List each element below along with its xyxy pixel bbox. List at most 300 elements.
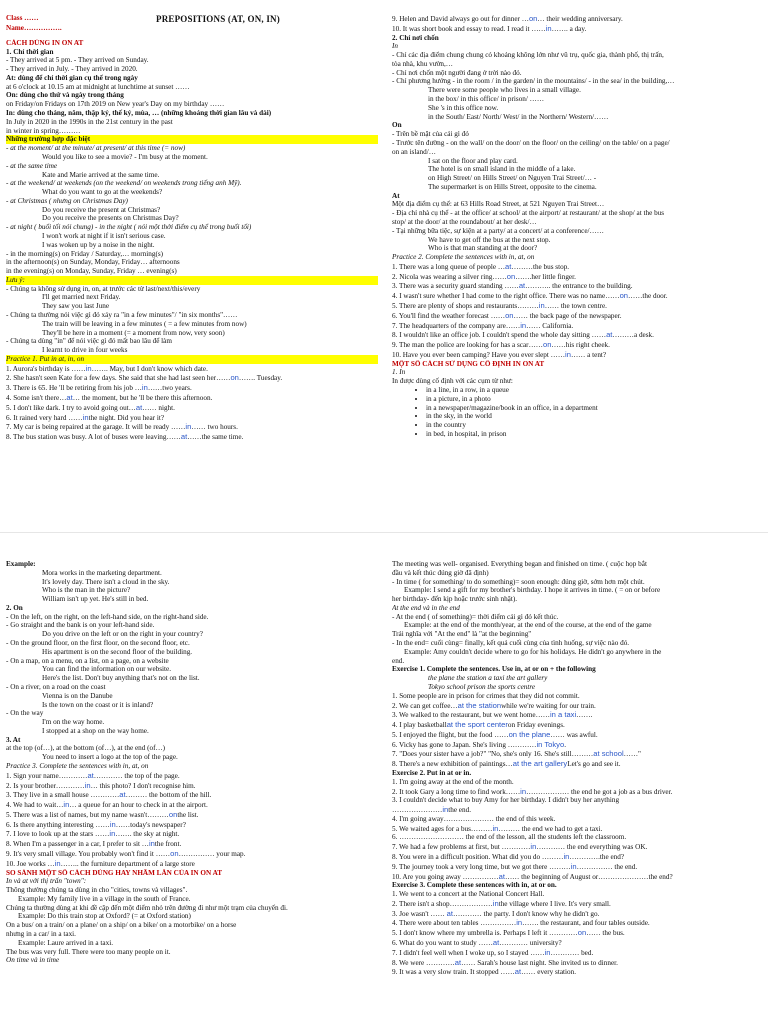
- handwritten-answer: at the station: [457, 700, 502, 710]
- exercise-line: [6, 829, 378, 839]
- exercise-line: [392, 272, 764, 282]
- text-line: [392, 360, 764, 369]
- line-text-end: ……. Tuesday.: [238, 374, 283, 383]
- line-text: 1. Some people are in prison for crimes that they did not commit.: [392, 691, 580, 700]
- line-text: Example: at the end of the month/year, at the end of the course, at the end of the game: [404, 621, 652, 630]
- exercise-line: [6, 839, 378, 849]
- line-text: 10. It was short book and essay to read. I read it ……: [392, 24, 546, 33]
- text-line: [392, 778, 764, 787]
- handwritten-answer: on: [528, 14, 538, 23]
- line-text-end: ……the same time.: [187, 433, 244, 442]
- line-text: - At the end ( of something)= thời điểm cái gì đó kết thúc.: [392, 612, 559, 621]
- line-text: 10. Have you ever been camping? Have you ever slept ……: [392, 350, 566, 359]
- line-text: 5. I don't like dark. I try to avoid going out…: [6, 403, 136, 412]
- text-line: [6, 258, 378, 267]
- line-text: 8. There's a new exhibition of paintings…: [392, 760, 513, 769]
- text-line: [392, 586, 764, 595]
- list-item: • in a picture, in a photo: [426, 395, 764, 404]
- line-text: 3. I couldn't decide what to buy Amy for her birthday. I didn't buy her anything: [392, 796, 620, 805]
- line-text: 3. There is 65. He 'll be retiring from his job …: [6, 384, 142, 393]
- exercise-line: [392, 749, 764, 759]
- list-item: • in the country: [426, 421, 764, 430]
- text-line: [6, 179, 378, 188]
- line-text-end: the night. Did you hear it?: [88, 413, 165, 422]
- line-text: - Chỉ phương hướng - in the room / in the garden/ in the mountains/ - in the sea/ in the building,…: [392, 77, 675, 86]
- exercise-line: [392, 730, 764, 740]
- section-body: [6, 39, 378, 442]
- line-text-end: ………… university?: [499, 939, 562, 948]
- handwritten-answer: at: [446, 908, 453, 918]
- exercise-line: [6, 859, 378, 869]
- text-line: [6, 921, 378, 930]
- exercise-line: [6, 800, 378, 810]
- line-text: - On a river, on a road on the coast: [6, 682, 106, 691]
- line-text: Lưu ý:: [6, 275, 25, 284]
- line-text: Chúng ta thường dùng at khi đề cập đến một điểm nhỏ trên đường đi như một trạm của chuyến đi.: [6, 903, 288, 912]
- line-text: - On the way: [6, 709, 44, 718]
- column-bottom-right: [392, 560, 764, 1022]
- line-text: Vienna is on the Danube: [42, 691, 113, 700]
- exercise-line: [392, 701, 764, 711]
- line-text: 1. Aurora's birthday is ……: [6, 364, 86, 373]
- line-text: There were some people who lives in a small village.: [428, 86, 581, 95]
- text-line: [6, 118, 378, 127]
- line-text: 5. There are plenty of shops and restaurants………: [392, 302, 539, 310]
- text-line: [392, 621, 764, 630]
- line-text: 1. Chỉ thời gian: [6, 47, 54, 56]
- line-text: at 6 o'clock at 10.15 am at midnight at lunchtime at sunset ……: [6, 82, 190, 91]
- line-text: 1. In: [392, 368, 406, 377]
- exercise-line: [392, 862, 764, 872]
- text-line: [392, 253, 764, 262]
- line-text: - In time ( for something/ to do something)= soon enough: đúng giờ, sớm hơn một chút.: [392, 577, 645, 586]
- line-text: His apartment is on the second floor of the building.: [42, 647, 193, 656]
- text-line: [392, 236, 764, 245]
- text-line: [6, 91, 378, 100]
- line-text: 1. We went to a concert at the National Concert Hall.: [392, 890, 545, 899]
- line-text: In: [392, 42, 398, 51]
- text-line: [392, 148, 764, 157]
- handwritten-answer: in: [520, 320, 527, 330]
- text-line: [6, 701, 378, 710]
- line-text: - at night ( buổi tối nói chung) - in the night ( nói một thời điểm cụ thể trong buổi tối): [6, 223, 252, 232]
- text-line: [392, 890, 764, 899]
- exercise-line: [6, 810, 378, 820]
- text-line: [6, 276, 378, 285]
- line-text: - Chúng ta thường nói việc gì đó xảy ra "in a few minutes"/ "in six months"……: [6, 311, 238, 319]
- handwritten-answer: in Tokyo: [536, 739, 565, 749]
- line-text: Would you like to see a movie? - I'm busy at the moment.: [42, 152, 208, 161]
- line-text: 9. The journey took a very long time, but we got there ………: [392, 862, 571, 871]
- line-text: - On a map, on a menu, on a list, on a page, on a website: [6, 656, 169, 665]
- text-line: [392, 165, 764, 174]
- line-text: 4. We had to wait…: [6, 801, 64, 810]
- handwritten-answer: in: [570, 861, 577, 871]
- text-line: [392, 42, 764, 51]
- line-text: Who is that man standing at the door?: [428, 244, 538, 253]
- line-text-end: the village where I live. It's very small.: [498, 899, 611, 908]
- line-text: I won't work at night if it isn't serious case.: [42, 231, 166, 240]
- line-text: In được dùng cố định với các cụm từ như:: [392, 377, 513, 386]
- handwritten-answer: in: [84, 780, 91, 790]
- line-text: 7. I didn't feel well when I woke up, so I stayed ……: [392, 948, 545, 957]
- line-text: 7. "Does your sister have a job?" "No, she's only 16. She's still………: [392, 750, 594, 759]
- text-line: [6, 578, 378, 587]
- text-line: [6, 736, 378, 745]
- line-text: I'll get married next Friday.: [42, 293, 121, 302]
- text-line: [392, 227, 764, 236]
- line-text: CÁCH DÙNG IN ON AT: [6, 38, 84, 47]
- exercise-line: [392, 824, 764, 834]
- line-text: - On the left, on the right, on the left-hand side, on the right-hand side.: [6, 612, 209, 621]
- handwritten-answer: at: [119, 790, 126, 800]
- exercise-line: [392, 948, 764, 958]
- section-body: [392, 560, 764, 977]
- line-text: 4. There were about ten tables ……………: [392, 919, 517, 928]
- line-text: Example: Laure arrived in a taxi.: [18, 938, 113, 947]
- line-text-end: ………the bus stop.: [511, 262, 570, 271]
- text-line: [6, 674, 378, 683]
- line-text-end: …….her little finger.: [515, 272, 576, 281]
- text-line: [392, 77, 764, 86]
- text-line: [392, 665, 764, 674]
- exercise-line: [392, 350, 764, 360]
- text-line: [6, 895, 378, 904]
- text-line: [6, 83, 378, 92]
- handwritten-answer: at the sport center: [446, 720, 508, 730]
- text-line: [6, 65, 378, 74]
- exercise-line: [392, 899, 764, 909]
- line-text: - Chỉ các địa điểm chung chung có khoảng không lớn như vũ trụ, quốc gia, thành phố, thị trấn,: [392, 51, 664, 60]
- line-text-end: while we're waiting for our train.: [501, 701, 596, 710]
- line-text: 2. Is your brother…………: [6, 781, 85, 790]
- handwritten-answer: on: [506, 271, 516, 281]
- line-text-end: ……his right cheek.: [551, 341, 610, 350]
- text-line: [392, 104, 764, 113]
- text-line: [6, 346, 378, 355]
- text-line: [6, 250, 378, 259]
- list-item: • in a newspaper/magazine/book in an office, in a department: [426, 404, 764, 413]
- line-text-end: …….: [576, 711, 593, 720]
- section-body: [6, 560, 378, 965]
- line-text: - They arrived in July. - They arrived in 2020.: [6, 65, 138, 74]
- line-text: Example: I send a gift for my brother's birthday. I hope it arrives in time. ( = on or before: [404, 586, 661, 595]
- text-line: [6, 657, 378, 666]
- text-line: [6, 630, 378, 639]
- line-text-end: …….. the furniture department of a large store: [60, 859, 195, 868]
- handwritten-answer: in: [109, 829, 116, 839]
- line-text: - Trên bề mặt của cái gì đó: [392, 130, 469, 139]
- text-line: [6, 144, 378, 153]
- exercise-line: [392, 330, 764, 340]
- exercise-line: [392, 740, 764, 750]
- line-text: Practice 1. Put in at, in, on: [6, 354, 85, 363]
- line-text: She 's in this office now.: [428, 103, 499, 112]
- exercise-line: [6, 781, 378, 791]
- text-line: [6, 665, 378, 674]
- line-text-end: ……two years.: [147, 384, 192, 393]
- exercise-line: [392, 262, 764, 272]
- text-line: [392, 595, 764, 604]
- text-line: [392, 578, 764, 587]
- line-text: Trái nghĩa với "At the end" là "at the beginning": [392, 630, 532, 639]
- column-bottom-left: [6, 560, 378, 1022]
- line-text: Do you drive on the left or on the right in your country?: [42, 630, 203, 639]
- line-text: 4. I'm going away………………… the end of this week.: [392, 814, 556, 823]
- list-item: • in a line, in a row, in a queue: [426, 386, 764, 395]
- exercise-line: [6, 849, 378, 859]
- handwritten-answer: on: [170, 849, 179, 858]
- text-line: [6, 337, 378, 346]
- line-text: 10. Joe works …: [6, 859, 55, 868]
- handwritten-answer: in: [63, 800, 70, 810]
- line-text: in the evening(s) on Monday, Sunday, Friday … evening(s): [6, 267, 177, 276]
- text-line: [6, 904, 378, 913]
- line-text-end: …… was awful.: [550, 730, 598, 739]
- text-line: [392, 113, 764, 122]
- line-text: William isn't up yet. He's still in bed.: [42, 595, 149, 604]
- line-text: tòa nhà, khu vườn,…: [392, 59, 453, 68]
- line-text-end: …… the bus.: [586, 929, 625, 938]
- text-line: [392, 174, 764, 183]
- line-text: 4. Some isn't there…: [6, 394, 67, 403]
- line-text: nhưng in a car/ in a taxi.: [6, 930, 76, 939]
- text-line: [6, 56, 378, 65]
- text-line: [392, 674, 764, 683]
- line-text: 5. We waited ages for a bus………: [392, 824, 493, 833]
- line-text: 7. I love to look up at the stars ……: [6, 830, 110, 839]
- line-text: Who is the man in the picture?: [42, 586, 131, 595]
- text-line: [6, 355, 378, 364]
- line-text: The hotel is on small island in the middle of a lake.: [428, 165, 576, 174]
- text-line: [6, 762, 378, 771]
- line-text-end: ……………… the end he got a job as a bus driver.: [526, 787, 673, 796]
- line-text-end: ……… the bottom of the hill.: [125, 791, 212, 800]
- line-text: in winter in spring………: [6, 126, 81, 135]
- line-text-end: ……….. the entrance to the building.: [525, 282, 633, 291]
- exercise-line: [6, 373, 378, 383]
- text-line: [6, 621, 378, 630]
- line-text-end: … a queue for an hour to check in at the airport.: [69, 801, 208, 810]
- text-line: [392, 209, 764, 218]
- line-text: It's lovely day. There isn't a cloud in the sky.: [42, 577, 170, 586]
- text-line: [392, 244, 764, 253]
- line-text: in the South/ East/ North/ West/ in the Northern/ Western/……: [428, 112, 609, 121]
- text-line: [392, 639, 764, 648]
- text-line: [6, 197, 378, 206]
- handwritten-answer: at: [492, 938, 500, 948]
- line-text-end: …… the back page of the newspaper.: [513, 311, 622, 320]
- line-text-end: …… night.: [142, 403, 175, 412]
- text-line: [392, 157, 764, 166]
- text-line: [392, 60, 764, 69]
- line-text: at the top (of…), at the bottom (of…), at the end (of…): [6, 744, 166, 753]
- text-line: [6, 639, 378, 648]
- list-item: • in bed, in hospital, in prison: [426, 430, 764, 439]
- line-text: …………………: [392, 806, 443, 815]
- text-line: [6, 869, 378, 878]
- line-text-end: on Friday evenings.: [507, 721, 565, 730]
- handwritten-answer: in: [148, 839, 155, 849]
- text-line: [6, 930, 378, 939]
- line-text: The train will be leaving in a few minutes ( = a few minutes from now): [42, 319, 247, 328]
- line-text: 9. It's very small village. You probably won't find it ……: [6, 850, 171, 858]
- line-text: 6. Is there anything interesting ……: [6, 820, 110, 829]
- line-text: - Địa chỉ nhà cụ thể - at the office/ at school/ at the airport/ at restaurant/ at the shop/ at the bus: [392, 209, 665, 218]
- text-line: [6, 153, 378, 162]
- handwritten-answer: in: [109, 819, 116, 829]
- line-text: Những trường hợp đặc biệt: [6, 135, 91, 144]
- line-text: đầu và kết thúc đúng giờ đã định): [392, 568, 489, 577]
- line-text: 10. Are you going away ……………: [392, 872, 499, 881]
- exercise-line: [392, 842, 764, 852]
- text-line: [392, 86, 764, 95]
- line-text: 8. We were …………: [392, 958, 455, 967]
- handwritten-answer: on: [230, 373, 239, 383]
- handwritten-answer: in: [492, 898, 499, 908]
- line-text: Is the town on the coast or it is inland?: [42, 700, 154, 709]
- line-text: Example:: [6, 560, 36, 568]
- line-text: 3. At: [6, 735, 21, 744]
- line-text-end: …… a tent?: [570, 350, 607, 359]
- page-divider: [0, 532, 768, 533]
- exercise-line: [392, 938, 764, 948]
- text-line: [392, 121, 764, 130]
- line-text: - Chỉ nơi chốn một người đang ở trời nào đó.: [392, 68, 522, 77]
- text-line: [6, 886, 378, 895]
- column-top-left: [6, 14, 378, 520]
- exercise-line: [392, 958, 764, 968]
- line-text: In: dùng cho tháng, năm, thập kỷ, thế kỷ, mùa, … (những khoảng thời gian lâu và dài): [6, 109, 272, 118]
- exercise-line: [392, 321, 764, 331]
- line-text: - at the moment/ at the minute/ at present/ at this time (= now): [6, 144, 186, 153]
- handwritten-answer: on: [505, 310, 514, 320]
- line-text: MỘT SỐ CÁCH SỬ DỤNG CỐ ĐỊNH IN ON AT: [392, 359, 545, 368]
- header-row: [6, 14, 378, 24]
- handwritten-answer: in: [442, 805, 449, 815]
- exercise-line: [392, 967, 764, 977]
- text-line: [6, 727, 378, 736]
- line-text: The bus was very full. There were too many people on it.: [6, 947, 171, 956]
- line-text: Here's the list. Don't buy anything that's not on the list.: [42, 674, 200, 683]
- line-text: 3. There was a security guard standing ……: [392, 282, 519, 291]
- handwritten-answer: in: [85, 363, 92, 373]
- handwritten-answer: on: [542, 340, 552, 350]
- handwritten-answer: at: [180, 432, 188, 442]
- line-text: You need to insert a logo at the top of the page.: [42, 753, 178, 762]
- handwritten-answer: at: [514, 967, 522, 977]
- handwritten-answer: in: [141, 383, 148, 393]
- line-text: - They arrived at 5 pm. - They arrived on Sunday.: [6, 56, 149, 65]
- handwritten-answer: in: [545, 23, 552, 33]
- text-line: [392, 833, 764, 842]
- handwritten-answer: at: [498, 871, 505, 881]
- exercise-line: [392, 281, 764, 291]
- line-text-end: ………a desk.: [612, 331, 654, 340]
- line-text-end: ………… bed.: [550, 948, 594, 957]
- line-text: on High Street/ on Hills Street/ on Nguyen Trai Street/… -: [428, 174, 597, 183]
- line-text: In July in 2020 in the 1990s in the 21st century in the past: [6, 117, 173, 126]
- line-text-end: ……. May, but I don't know which date.: [91, 364, 208, 373]
- line-text: Example: Do this train stop at Oxford? (= at Oxford station): [18, 912, 191, 921]
- handwritten-answer: at: [505, 261, 512, 271]
- line-text: Thông thường chúng ta dùng in cho "cities, towns và villages".: [6, 886, 188, 895]
- line-text: You can find the information on our website.: [42, 665, 172, 674]
- text-line: [6, 135, 378, 144]
- line-text-end: …………… the end.: [576, 862, 638, 871]
- handwritten-answer: in a taxi: [549, 710, 577, 720]
- text-line: [6, 877, 378, 886]
- exercise-line: [392, 872, 764, 882]
- line-text: What do you want to go at the weekends?: [42, 188, 163, 197]
- line-text: 3. Joe wasn't ……: [392, 909, 447, 918]
- line-text: - In the end= cuối cùng= finally, kết quả cuối cùng của tình huống, sự việc nào đó.: [392, 639, 630, 648]
- text-line: [392, 183, 764, 192]
- handwritten-answer: in: [538, 301, 545, 310]
- text-line: [392, 130, 764, 139]
- line-text: 2. She hasn't seen Kate for a few days. She said that she had last seen her……: [6, 374, 231, 383]
- text-line: [6, 311, 378, 320]
- line-text: 1. I'm going away at the end of the month.: [392, 777, 514, 786]
- text-line: [392, 613, 764, 622]
- line-text: 5. I enjoyed the flight, but the food ……: [392, 730, 509, 739]
- line-text: 6. ……………………… the end of the lesson, all the students left the classroom.: [392, 833, 627, 842]
- exercise-line: [392, 340, 764, 350]
- handwritten-answer: at: [518, 281, 526, 291]
- line-text: 5. I don't know where my umbrella is. Perhaps I left it …………: [392, 929, 578, 938]
- text-line: [6, 744, 378, 753]
- text-line: [392, 200, 764, 209]
- exercise-line: [6, 771, 378, 781]
- line-text: Practice 2. Complete the sentences with in, at, on: [392, 253, 535, 262]
- line-text: in the box/ in this office/ in prison/ ……: [428, 95, 545, 104]
- handwritten-answer: in: [82, 412, 89, 422]
- exercise-line: [6, 422, 378, 432]
- line-text-end: …… the town centre.: [544, 302, 607, 310]
- line-text: I learnt to drive in four weeks: [42, 346, 128, 355]
- line-text: The supermarket is on Hills Street, opposite to the cinema.: [428, 182, 597, 191]
- exercise-line: [392, 301, 764, 311]
- exercise-line: [392, 918, 764, 928]
- line-text: 3. We walked to the restaurant, but we went home……: [392, 711, 550, 720]
- exercise-line: [392, 852, 764, 862]
- exercise-line: [392, 805, 764, 815]
- text-line: [6, 223, 378, 232]
- handwritten-answer: at school: [593, 749, 624, 759]
- line-text: 8. The bus station was busy. A lot of buses were leaving……: [6, 433, 181, 442]
- text-line: [6, 560, 378, 569]
- line-text: - at the same time: [6, 161, 58, 170]
- text-line: [6, 709, 378, 718]
- line-text: 8. I wouldn't like an office job. I couldn't spend the whole day sitting ……: [392, 331, 607, 340]
- text-line: [6, 302, 378, 311]
- line-text: stop/ at the door/ at the roundabout/ at her desk/…: [392, 217, 537, 226]
- line-text: Kate and Marie arrived at the same time.: [42, 170, 160, 179]
- text-line: [6, 39, 378, 48]
- line-text-end: ……": [623, 750, 641, 759]
- line-text: 8. You were in a difficult position. What did you do ………: [392, 853, 564, 861]
- line-text-end: ……the door.: [628, 292, 668, 301]
- line-text-end: .: [564, 740, 566, 749]
- handwritten-answer: on: [577, 928, 587, 938]
- line-text: the plane the station a taxi the art gallery: [428, 674, 548, 683]
- handwritten-answer: in: [520, 786, 527, 796]
- line-text-end: …………… your map.: [178, 850, 246, 858]
- text-line: [392, 368, 764, 377]
- line-text-end: ……. a day.: [551, 24, 587, 33]
- text-line: [6, 683, 378, 692]
- text-line: [6, 127, 378, 136]
